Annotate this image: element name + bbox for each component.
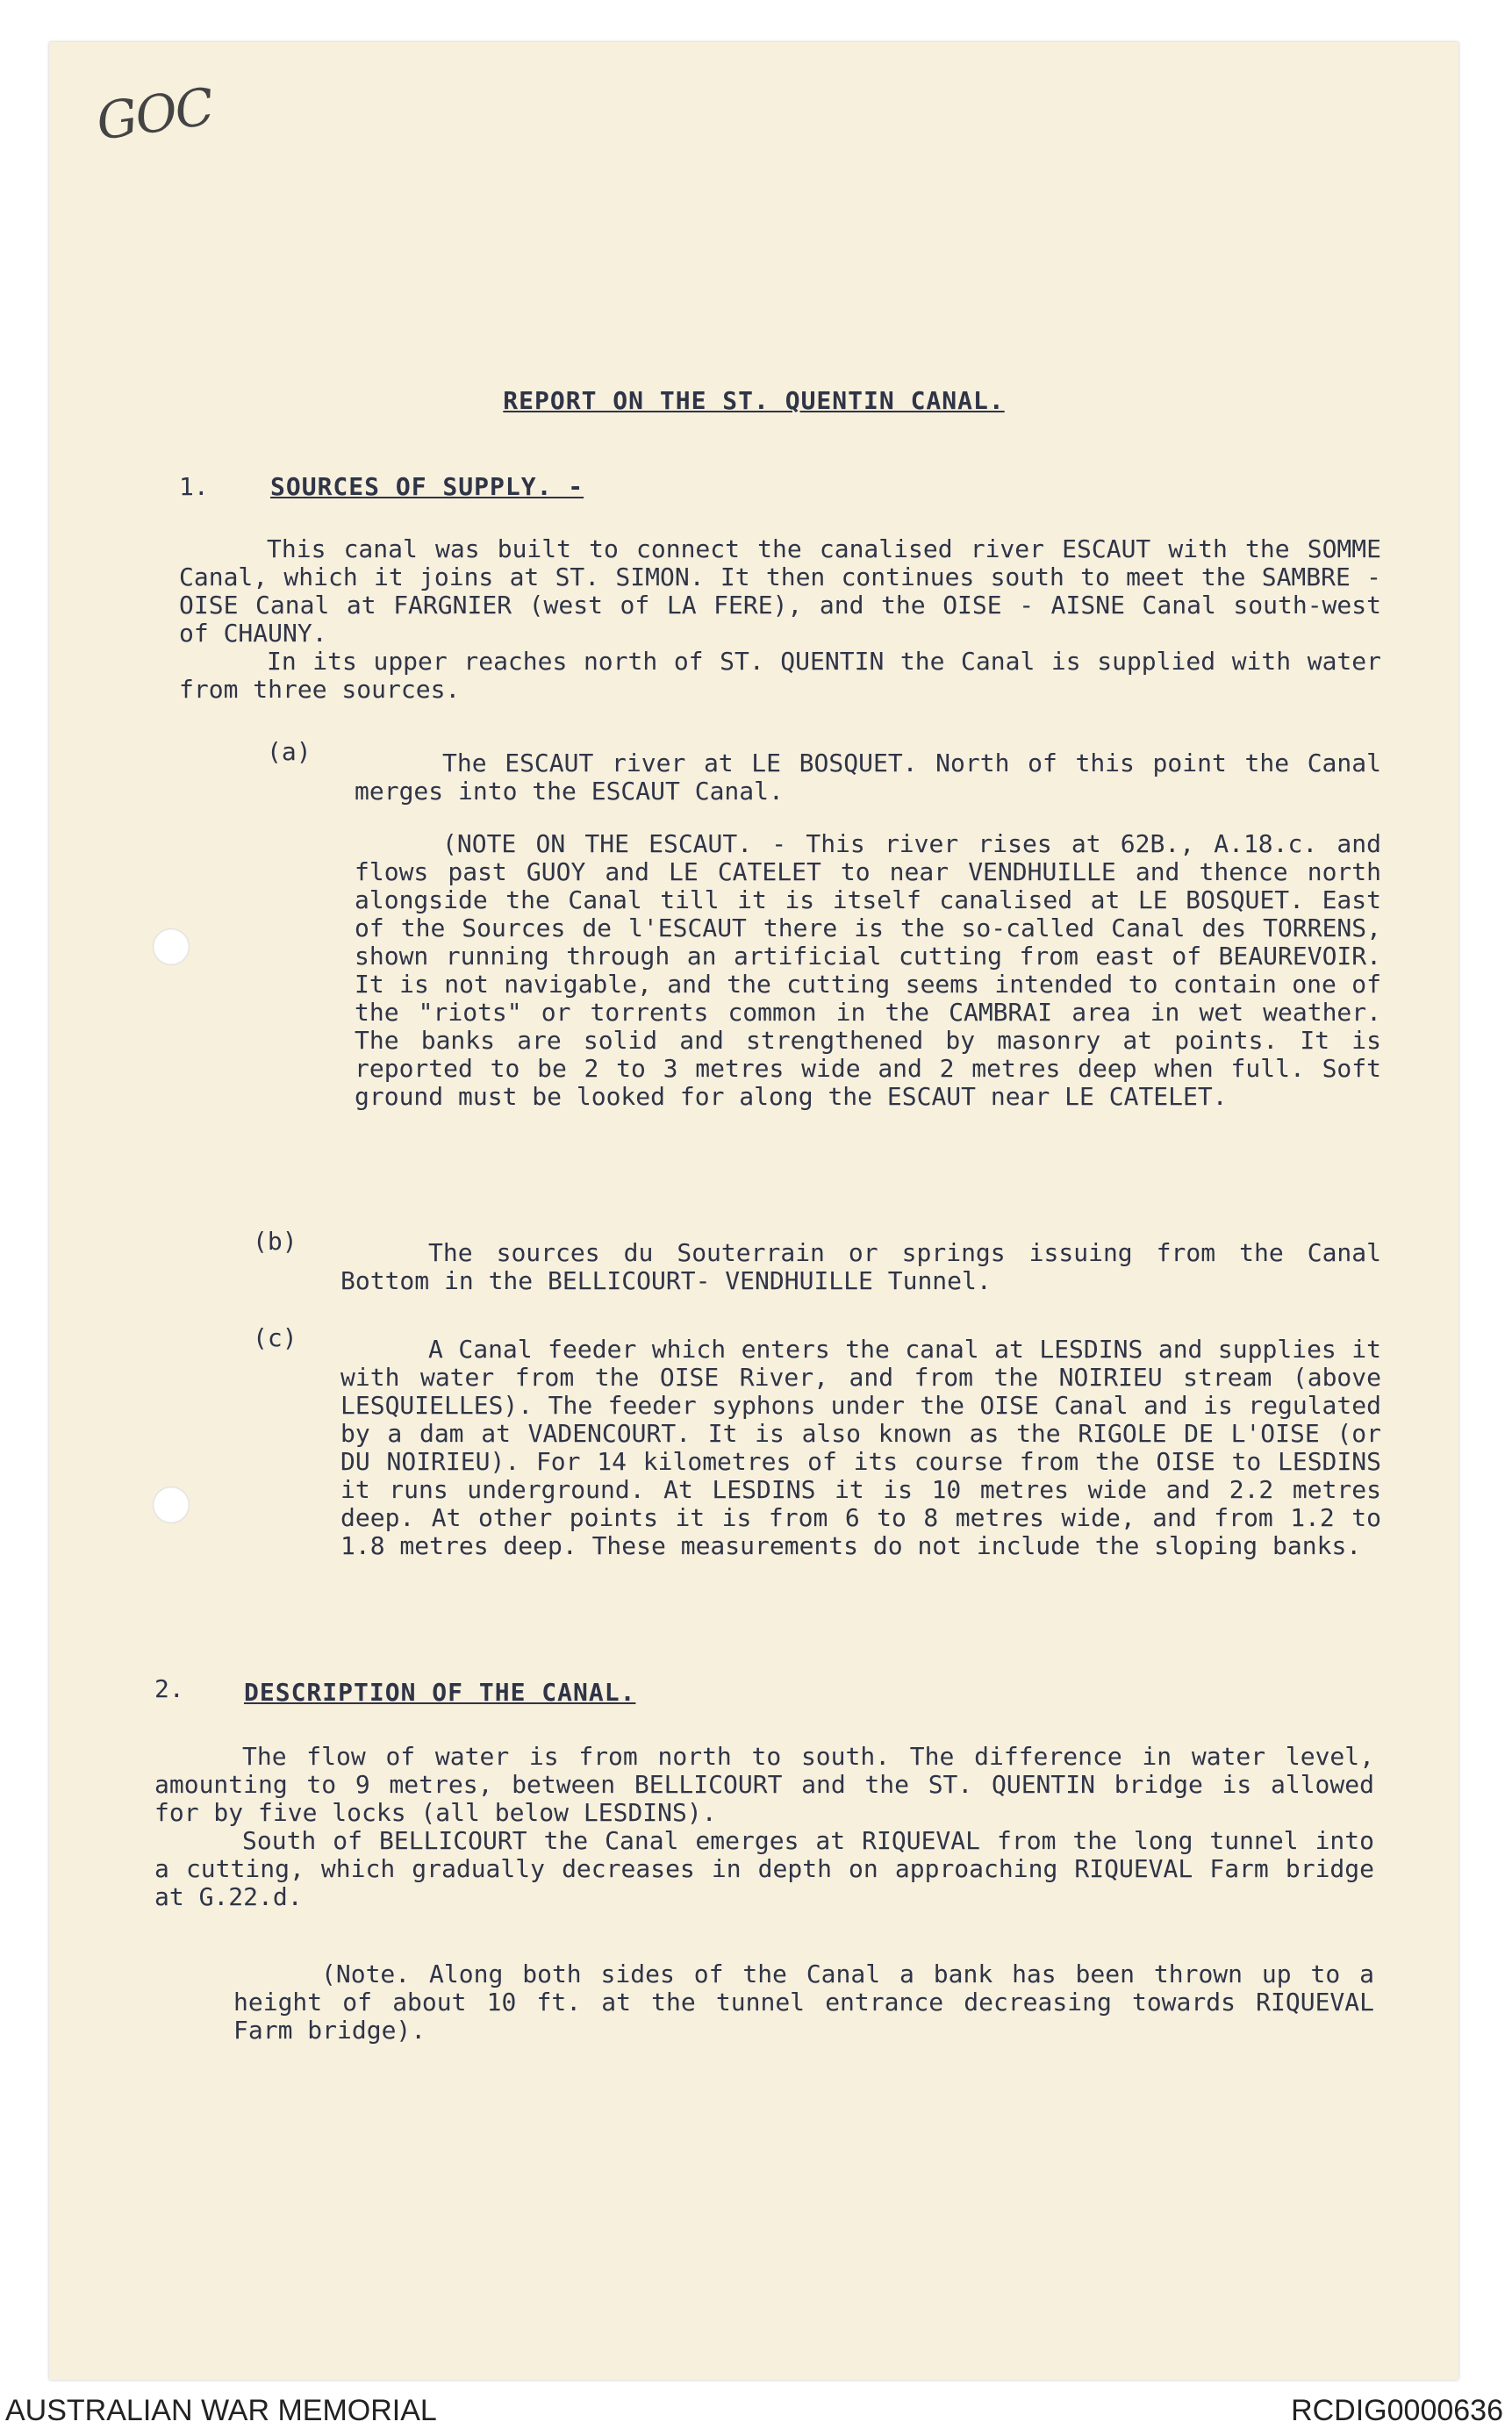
section-2-body	[154, 1743, 1374, 1911]
paragraph: A Canal feeder which enters the canal at LESDINS and supplies it with water from the OISE River, and from the NOIRIEU stream (above LESQUIELLES). The feeder syphons under the OISE Canal and is regulated by a dam at VADENCOURT. It is also known as the RIGOLE DE L'OISE (or DU NOIRIEU). For 14 kilometres of its course from the OISE to LESDINS it runs underground. At LESDINS it is 10 metres wide and 2.2 metres deep. At other points it is from 6 to 8 metres wide, and from 1.2 to 1.8 metres deep. These measurements do not include the sloping banks.	[340, 1335, 1381, 1560]
item-a-text	[355, 749, 1381, 806]
item-b-text	[340, 1239, 1381, 1295]
paragraph: (NOTE ON THE ESCAUT. - This river rises at 62B., A.18.c. and flows past GUOY and LE CATELET to near VENDHUILLE and thence north alongside the Canal till it is itself canalised at LE BOSQUET. East of the Sources de l'ESCAUT there is the so-called Canal des TORRENS, shown running through an artificial cutting from east of BEAUREVOIR. It is not navigable, and the cutting seems intended to contain one of the "riots" or torrents common in the CAMBRAI area in wet weather. The banks are solid and strengthened by masonry at points. It is reported to be 2 to 3 metres wide and 2 metres deep when full. Soft ground must be looked for along the ESCAUT near LE CATELET.	[355, 829, 1381, 1111]
item-c-text	[340, 1336, 1381, 1560]
paragraph: The sources du Souterrain or springs issuing from the Canal Bottom in the BELLICOURT- VENDHUILLE Tunnel.	[340, 1238, 1381, 1295]
punch-hole-upper	[153, 928, 190, 965]
punch-hole-lower	[153, 1487, 190, 1523]
page-title: REPORT ON THE ST. QUENTIN CANAL.	[503, 386, 1005, 415]
document-page	[49, 42, 1458, 2380]
section-1-heading: SOURCES OF SUPPLY. -	[270, 472, 584, 501]
footer-archive-name: AUSTRALIAN WAR MEMORIAL	[5, 2394, 437, 2427]
escaut-note	[355, 830, 1381, 1111]
item-c-label: (c)	[253, 1323, 297, 1352]
paragraph: The flow of water is from north to south. The difference in water level, amounting to 9 metres, between BELLICOURT and the ST. QUENTIN bridge is allowed for by five locks (all below LESDINS).	[154, 1742, 1374, 1827]
footer-record-id: RCDIG0000636	[1291, 2394, 1503, 2427]
item-a-label: (a)	[267, 737, 312, 766]
section-1-intro	[179, 535, 1381, 704]
paragraph: The ESCAUT river at LE BOSQUET. North of this point the Canal merges into the ESCAUT Canal.	[355, 749, 1381, 806]
handwritten-mark: GOC	[92, 76, 217, 152]
item-b-label: (b)	[253, 1227, 297, 1256]
paragraph: This canal was built to connect the canalised river ESCAUT with the SOMME Canal, which it joins at ST. SIMON. It then continues south to meet the SAMBRE - OISE Canal at FARGNIER (west of LA FERE), and the OISE - AISNE Canal south-west of CHAUNY.	[179, 534, 1381, 648]
section-2-number: 2.	[154, 1674, 184, 1703]
paragraph: (Note. Along both sides of the Canal a bank has been thrown up to a height of about 10 ft. at the tunnel entrance decreasing towards RIQUEVAL Farm bridge).	[233, 1960, 1374, 2045]
section-2-heading: DESCRIPTION OF THE CANAL.	[244, 1678, 636, 1707]
paragraph: In its upper reaches north of ST. QUENTIN the Canal is supplied with water from three sources.	[179, 647, 1381, 704]
section-2-note	[233, 1960, 1374, 2045]
section-1-number: 1.	[179, 472, 209, 501]
paragraph: South of BELLICOURT the Canal emerges at RIQUEVAL from the long tunnel into a cutting, which gradually decreases in depth on approaching RIQUEVAL Farm bridge at G.22.d.	[154, 1826, 1374, 1911]
